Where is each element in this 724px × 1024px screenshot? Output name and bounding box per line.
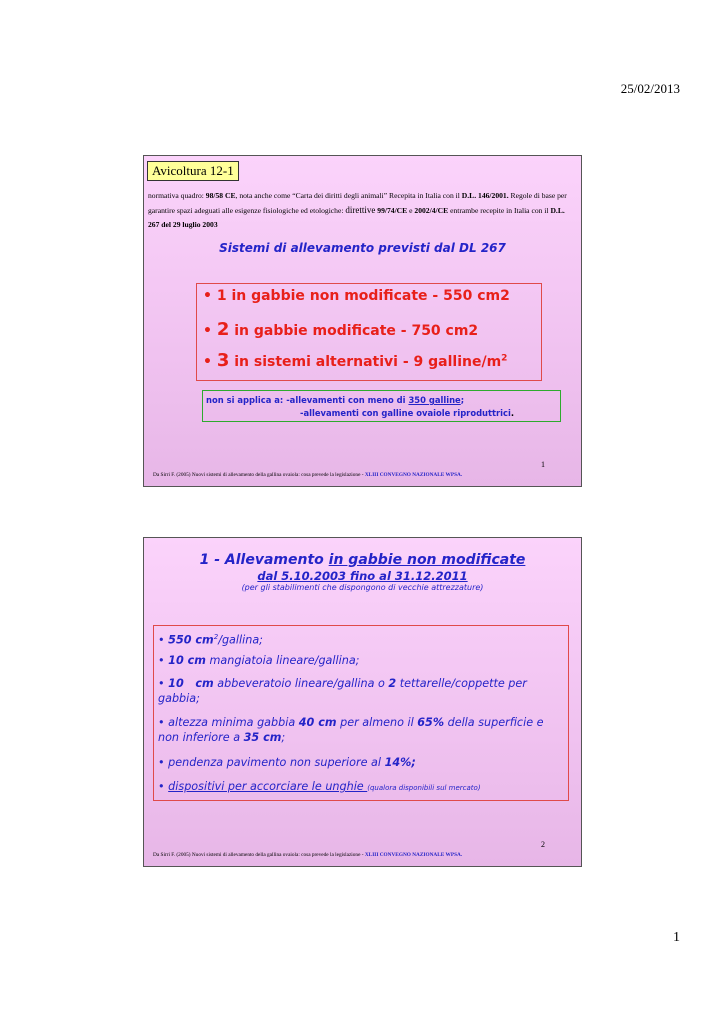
norm-bold: D.L. 146/2001. [461,191,509,200]
norm-text: entrambe recepite in Italia con il [448,206,551,215]
req-small: (qualora disponibili sul mercato) [367,784,481,792]
footer-bold: XLIII CONVEGNO NAZIONALE WPSA. [364,852,463,858]
requirement-item [158,755,566,770]
norm-text: e [407,206,415,215]
superscript: 2 [501,353,508,364]
footer-text: Da Sirri F. (2005) Nuovi sistemi di allevamento della gallina ovaiola: cosa prevede la legislazione - [153,472,365,478]
systems-box [196,283,542,381]
req-bold: 14%; [384,756,416,769]
req-text: abbeveratoio lineare/gallina o [213,677,389,690]
bullet: • [158,677,165,690]
req-text: dispositivi per accorciare le unghie [168,780,368,793]
requirement-item [158,676,566,706]
slide-2 [143,537,582,867]
slide-note: (per gli stabilimenti che dispongono di vecchie attrezzature) [241,583,484,592]
slide-subtitle [144,569,581,583]
system-number: 2 [216,319,230,340]
req-bold: 65% [417,716,445,729]
req-bold: 35 cm [243,731,282,744]
req-text: mangiatoia lineare/gallina; [205,654,360,667]
system-text: in gabbie non modificate - 550 cm2 [231,288,510,304]
bullet: • [158,716,165,729]
slide-footer [153,472,462,478]
system-number: 3 [216,350,230,371]
norm-text: normativa quadro: [148,191,206,200]
norm-bold: D.L. 267 del 29 luglio 2003 [148,206,565,229]
req-text: pendenza pavimento non superiore al [168,756,385,769]
page-number: 1 [673,930,680,945]
exception-text: ; [460,395,465,405]
req-text: altezza minima gabbia [168,716,299,729]
exception-line [206,394,464,406]
norm-text: Regole di base per garantire spazi adeguati alle esigenze fisiologiche ed etologiche: [148,191,567,215]
system-item: • 2 in gabbie modificate - 750 cm2 [203,319,479,340]
exception-box [202,390,561,422]
req-text: /gallina; [218,633,263,647]
req-text: ; [281,731,286,744]
footer-bold: XLIII CONVEGNO NAZIONALE WPSA. [364,472,463,478]
requirements-box [153,625,569,801]
system-item: • 1 in gabbie non modificate - 550 cm2 [203,288,510,304]
requirement-item [158,630,566,648]
req-text: per almeno il [336,716,418,729]
slide-tag: Avicoltura 12-1 [147,161,239,181]
req-bold: 2 [388,677,397,690]
requirement-item [158,653,566,668]
norm-text: direttive [345,205,376,215]
req-bold: 40 cm [298,716,337,729]
system-item: • 3 in sistemi alternativi - 9 galline/$m^2$ [203,350,508,371]
exception-underline: 350 galline [408,395,461,405]
system-text: in gabbie modificate - 750 cm2 [234,323,479,339]
exception-text: -allevamenti con galline ovaiole riproduttrici [300,408,511,418]
system-text: in sistemi alternativi - 9 galline/m [234,354,502,370]
regulation-paragraph [148,189,576,232]
req-bold: 550 cm [168,633,214,647]
print-date: 25/02/2013 [620,81,680,96]
norm-bold: 99/74/CE [377,206,408,215]
requirement-item [158,715,566,745]
subtitle-text: dal 5.10.2003 fino al 31.12.2011 [257,569,468,583]
slide-footer [153,852,462,858]
slide-title [144,552,581,568]
bullet: • [158,756,165,769]
bullet: • [158,654,165,667]
req-bold: 10 cm [168,654,206,667]
footer-text: Da Sirri F. (2005) Nuovi sistemi di allevamento della gallina ovaiola: cosa prevede la legislazione - [153,852,365,858]
slide-title: Sistemi di allevamento previsti dal DL 267 [219,241,506,255]
bullet: • [158,633,165,647]
requirement-item [158,779,566,796]
system-number: 1 [216,288,227,304]
norm-text: , nota anche come “Carta dei diritti degli animali” Recepita in Italia con il [235,191,462,200]
exception-line [300,407,514,419]
title-text: 1 - Allevamento [199,552,329,568]
bullet: • [158,780,165,793]
exception-text: non si applica a: -allevamenti con meno di [206,395,409,405]
req-text: della superficie e non inferiore a [158,716,544,744]
req-text: tettarelle/coppette per gabbia; [158,677,527,705]
title-underline: in gabbie non modificate [328,552,526,568]
slide-number: 2 [541,840,545,849]
norm-bold: 2002/4/CE [414,206,449,215]
slide-1 [143,155,582,487]
req-bold: 10 cm [168,677,214,690]
norm-bold: 98/58 CE [205,191,236,200]
exception-text: . [510,408,515,418]
slide-number: 1 [541,460,545,469]
superscript: 2 [213,633,219,641]
